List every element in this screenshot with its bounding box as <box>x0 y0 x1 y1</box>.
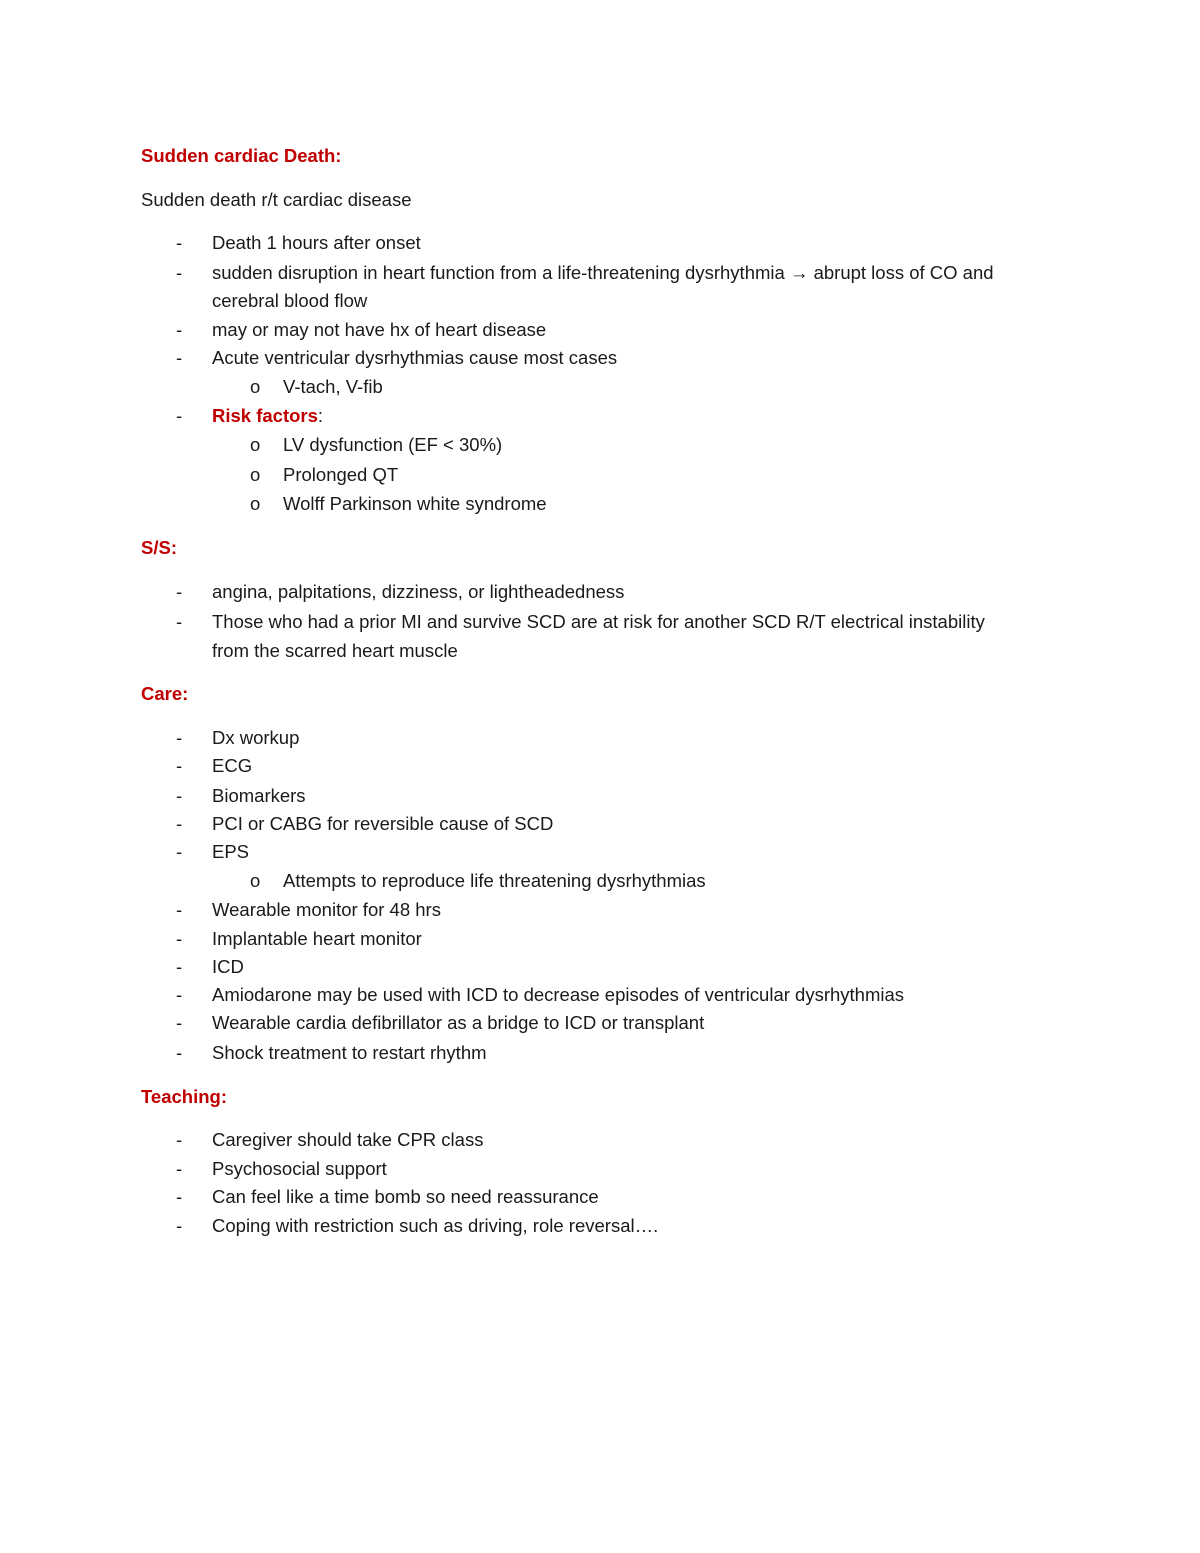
list-item: may or may not have hx of heart disease <box>212 319 547 340</box>
sub-bullet: o <box>250 434 261 455</box>
dash-bullet: - <box>176 727 183 748</box>
dash-bullet: - <box>176 1012 183 1033</box>
list-item: Implantable heart monitor <box>212 928 422 949</box>
sub-list-item: Prolonged QT <box>283 464 399 485</box>
list-item <box>212 261 994 285</box>
list-item: Coping with restriction such as driving, role reversal…. <box>212 1215 659 1236</box>
dash-bullet: - <box>176 956 183 977</box>
dash-bullet: - <box>176 1158 183 1179</box>
heading-care: Care: <box>141 683 189 704</box>
list-item: Acute ventricular dysrhythmias cause most cases <box>212 347 618 368</box>
list-item: Psychosocial support <box>212 1158 387 1179</box>
list-item: Caregiver should take CPR class <box>212 1129 484 1150</box>
dash-bullet: - <box>176 984 183 1005</box>
dash-bullet: - <box>176 755 183 776</box>
list-item-text: abrupt loss of CO and <box>813 262 994 283</box>
list-item: ICD <box>212 956 244 977</box>
list-item: EPS <box>212 841 250 862</box>
list-item: PCI or CABG for reversible cause of SCD <box>212 813 554 834</box>
sub-bullet: o <box>250 464 261 485</box>
heading-teaching: Teaching: <box>141 1086 227 1107</box>
list-item: Amiodarone may be used with ICD to decrease episodes of ventricular dysrhythmias <box>212 984 905 1005</box>
intro-text: Sudden death r/t cardiac disease <box>141 189 412 210</box>
dash-bullet: - <box>176 581 183 602</box>
list-item: Biomarkers <box>212 785 306 806</box>
sub-list-item: Attempts to reproduce life threatening dysrhythmias <box>283 870 706 891</box>
dash-bullet: - <box>176 785 183 806</box>
arrow-right-icon: → <box>789 262 809 283</box>
risk-factors-label <box>212 404 323 428</box>
risk-factors-text: Risk factors <box>212 405 318 426</box>
dash-bullet: - <box>176 1215 183 1236</box>
colon: : <box>317 405 324 426</box>
dash-bullet: - <box>176 611 183 632</box>
sub-list-item: LV dysfunction (EF < 30%) <box>283 434 503 455</box>
list-item-continuation: from the scarred heart muscle <box>212 640 458 661</box>
list-item-continuation: cerebral blood flow <box>212 290 368 311</box>
dash-bullet: - <box>176 319 183 340</box>
list-item: Death 1 hours after onset <box>212 232 421 253</box>
heading-ss: S/S: <box>141 537 177 558</box>
dash-bullet: - <box>176 1042 183 1063</box>
list-item: Dx workup <box>212 727 300 748</box>
dash-bullet: - <box>176 232 183 253</box>
dash-bullet: - <box>176 1129 183 1150</box>
heading-sudden-cardiac-death: Sudden cardiac Death: <box>141 145 342 166</box>
sub-list-item: Wolff Parkinson white syndrome <box>283 493 547 514</box>
list-item: Can feel like a time bomb so need reassurance <box>212 1186 599 1207</box>
dash-bullet: - <box>176 899 183 920</box>
dash-bullet: - <box>176 347 183 368</box>
list-item: Shock treatment to restart rhythm <box>212 1042 487 1063</box>
list-item-text: sudden disruption in heart function from a life-threatening dysrhythmia <box>212 262 785 283</box>
sub-bullet: o <box>250 870 261 891</box>
dash-bullet: - <box>176 841 183 862</box>
dash-bullet: - <box>176 1186 183 1207</box>
list-item: Wearable cardia defibrillator as a bridge to ICD or transplant <box>212 1012 705 1033</box>
list-item: ECG <box>212 755 253 776</box>
sub-list-item: V-tach, V-fib <box>283 376 383 397</box>
sub-bullet: o <box>250 376 261 397</box>
list-item: Wearable monitor for 48 hrs <box>212 899 441 920</box>
dash-bullet: - <box>176 928 183 949</box>
sub-bullet: o <box>250 493 261 514</box>
dash-bullet: - <box>176 813 183 834</box>
dash-bullet: - <box>176 405 183 426</box>
dash-bullet: - <box>176 262 183 283</box>
list-item: Those who had a prior MI and survive SCD are at risk for another SCD R/T electrical instability <box>212 611 985 632</box>
list-item: angina, palpitations, dizziness, or lightheadedness <box>212 581 625 602</box>
